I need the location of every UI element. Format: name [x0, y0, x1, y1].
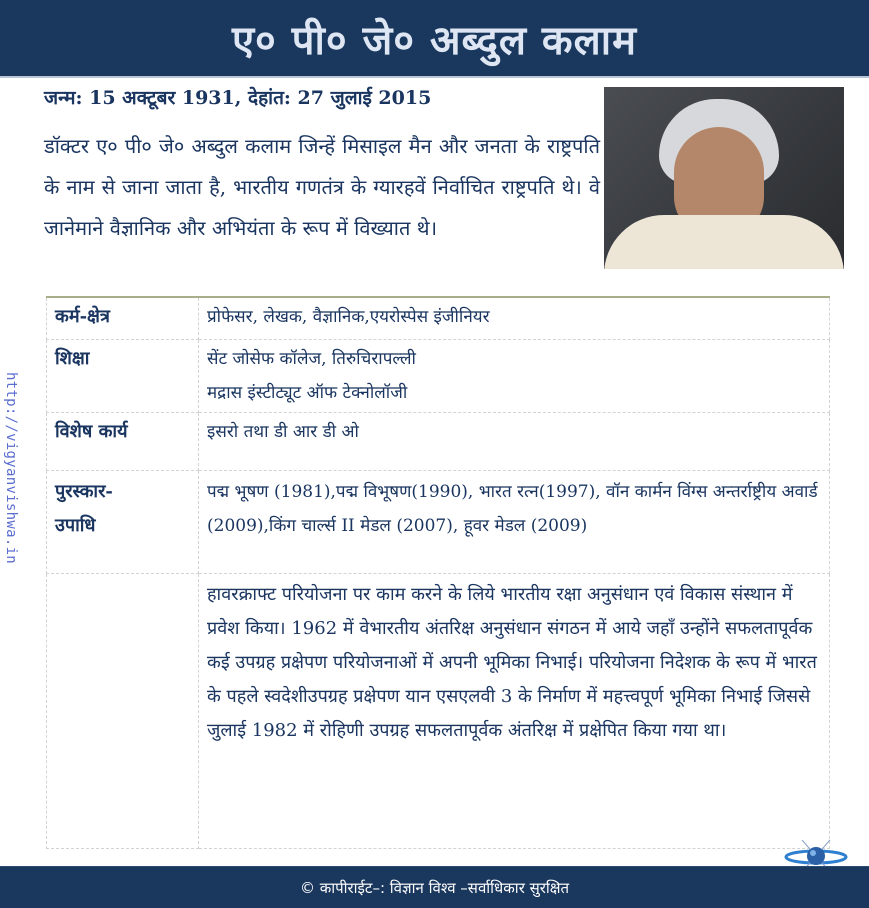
- table-row-awards: [47, 470, 830, 573]
- label-profession: कर्म-क्षेत्र: [47, 297, 199, 339]
- value-education: [199, 339, 830, 412]
- label-education: शिक्षा: [47, 339, 199, 412]
- birth-death-dates: जन्म: 15 अक्टूबर 1931, देहांत: 27 जुलाई 2015: [44, 87, 432, 109]
- page-title: ए० पी० जे० अब्दुल कलाम: [231, 16, 638, 64]
- copyright-text: © कापीराईट–: विज्ञान विश्व –सर्वाधिकार सुरक्षित: [299, 878, 570, 897]
- table-row-education: [47, 339, 830, 412]
- intro-paragraph: डॉक्टर ए० पी० जे० अब्दुल कलाम जिन्हें मिसाइल मैन और जनता के राष्ट्रपति के नाम से जाना जाता है, भारतीय गणतंत्र के ग्यारहवें निर्वाचित राष्ट्रपति थे। वे जानेमाने वैज्ञानिक और अभियंता के रूप में विख्यात थे।: [44, 134, 600, 240]
- page-footer: [0, 866, 869, 908]
- table-row-profession: [47, 297, 830, 339]
- portrait-body: [604, 215, 844, 269]
- value-special-work: इसरो तथा डी आर डी ओ: [199, 412, 830, 470]
- label-biography: [47, 573, 199, 848]
- education-line-2: मद्रास इंस्टीट्यूट ऑफ टेक्नोलॉजी: [207, 382, 408, 403]
- table-row-biography: [47, 573, 830, 848]
- awards-label-line-2: उपाधि: [55, 514, 96, 536]
- portrait-image: [604, 87, 844, 269]
- label-awards: [47, 470, 199, 573]
- value-biography: हावरक्राफ्ट परियोजना पर काम करने के लिये भारतीय रक्षा अनुसंधान एवं विकास संस्थान में प्रवेश किया। 1962 में वेभारतीय अंतरिक्ष अनुसंधान संगठन में आये जहाँ उन्होंने सफलतापूर्वक कई उपग्रह प्रक्षेपण परियोजनाओं में अपनी भूमिका निभाई। परियोजना निदेशक के रूप में भारत के पहले स्वदेशीउपग्रह प्रक्षेपण यान एसएलवी 3 के निर्माण में महत्त्वपूर्ण भूमिका निभाई जिससे जुलाई 1982 में रोहिणी उपग्रह सफलतापूर्वक अंतरिक्ष में प्रक्षेपित किया गया था।: [199, 573, 830, 848]
- education-line-1: सेंट जोसेफ कॉलेज, तिरुचिरापल्ली: [207, 348, 416, 369]
- value-awards: पद्म भूषण (1981),पद्म विभूषण(1990), भारत रत्न(1997), वॉन कार्मन विंग्स अन्तर्राष्ट्रीय अवार्ड (2009),किंग चार्ल्स II मेडल (2007), हूवर मेडल (2009): [199, 470, 830, 573]
- info-table: [46, 296, 830, 849]
- website-url-watermark: http://vigyanvishwa.in: [3, 372, 19, 565]
- label-special-work: विशेष कार्य: [47, 412, 199, 470]
- awards-label-line-1: पुरस्कार-: [55, 480, 113, 502]
- value-profession: प्रोफेसर, लेखक, वैज्ञानिक,एयरोस्पेस इंजीनियर: [199, 297, 830, 339]
- page-header: [0, 0, 869, 78]
- table-row-special-work: [47, 412, 830, 470]
